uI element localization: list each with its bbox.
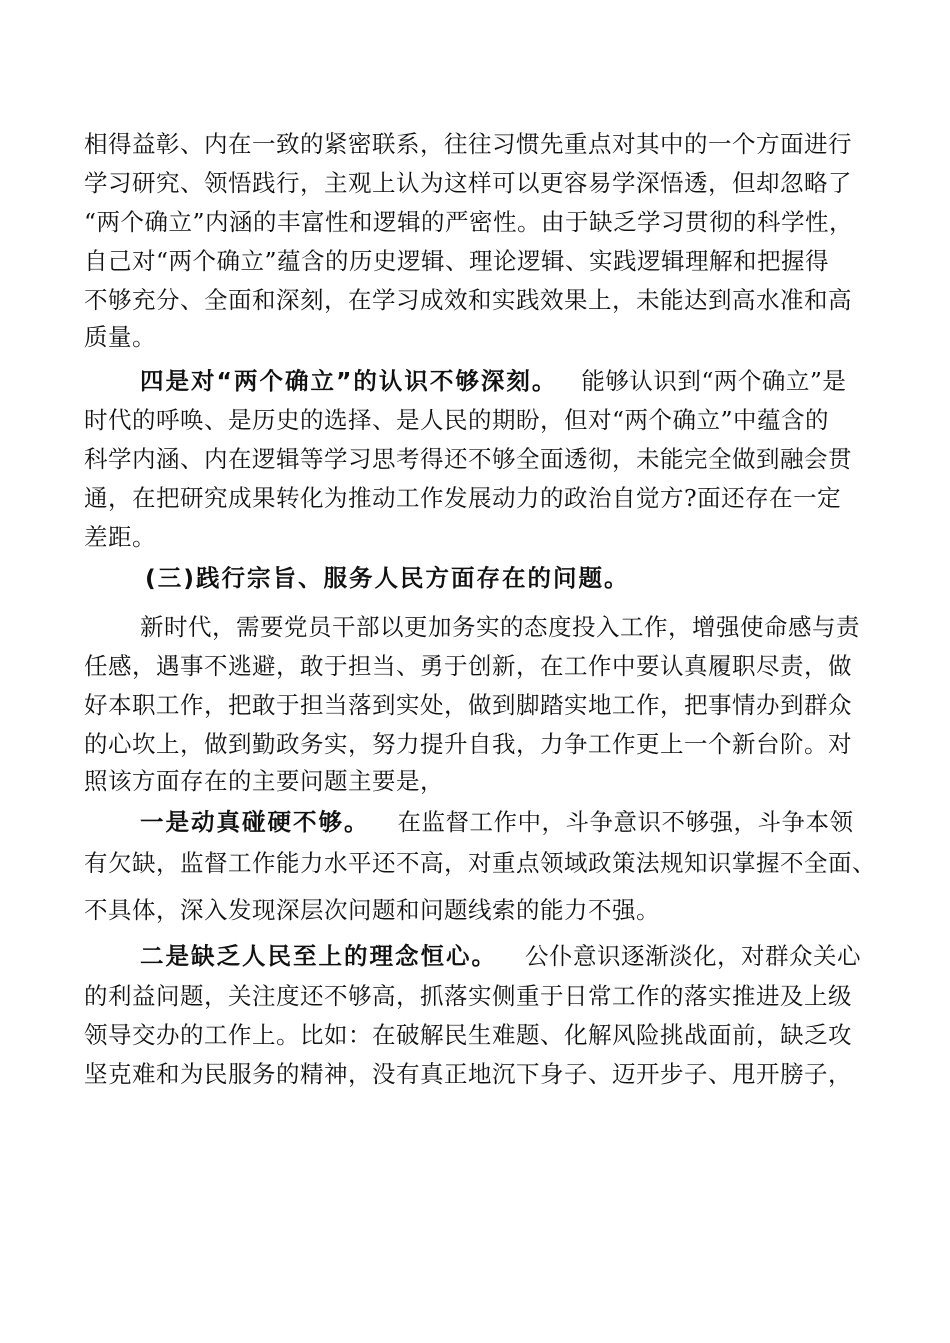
- text-line: 时代的呼唤、是历史的选择、是人民的期盼，但对“两个确立”中蕴含的: [84, 406, 830, 434]
- lead-text: 公仆意识逐渐淡化，对群众关心: [524, 942, 861, 970]
- text-line: “两个确立”内涵的丰富性和逻辑的严密性。由于缺乏学习贯彻的科学性，: [84, 208, 854, 236]
- text-line: 任感，遇事不逃避，敢于担当、勇于创新，在工作中要认真履职尽责，做: [84, 652, 852, 680]
- section-heading-three-text: (三)践行宗旨、服务人民方面存在的问题。: [145, 564, 630, 592]
- text-line: 好本职工作，把敢于担当落到实处，做到脚踏实地工作，把事情办到群众: [84, 691, 852, 719]
- text-line: 照该方面存在的主要问题主要是，: [84, 767, 444, 795]
- paragraph-lead-line: [140, 365, 846, 397]
- section-heading-three: [145, 562, 629, 594]
- text-line: 有欠缺，监督工作能力水平还不高，对重点领域政策法规知识掌握不全面、: [84, 849, 876, 877]
- text-line: 坚克难和为民服务的精神，没有真正地沉下身子、迈开步子、甩开膀子，: [84, 1060, 852, 1088]
- paragraph-lead-line: [140, 940, 861, 972]
- text-line: 学习研究、领悟践行，主观上认为这样可以更容易学深悟透，但却忽略了: [84, 169, 852, 197]
- text-line: 新时代，需要党员干部以更加务实的态度投入工作，增强使命感与责: [140, 613, 860, 641]
- paragraph-lead-line: [140, 806, 853, 838]
- text-line: 差距。: [84, 523, 156, 551]
- section-heading-four: 四是对“两个确立”的认识不够深刻。: [140, 367, 558, 395]
- lead-text: 能够认识到“两个确立”是: [581, 367, 847, 395]
- text-line: 科学内涵、内在逻辑等学习思考得还不够全面透彻，未能完全做到融会贯: [84, 445, 852, 473]
- text-line: 不够充分、全面和深刻，在学习成效和实践效果上，未能达到高水准和高: [84, 286, 852, 314]
- text-line: 通，在把研究成果转化为推动工作发展动力的政治自觉方?面还存在一定: [84, 484, 842, 512]
- item-heading-one: 一是动真碰硬不够。: [140, 808, 370, 836]
- text-line: 的利益问题，关注度还不够高，抓落实侧重于日常工作的落实推进及上级: [84, 982, 852, 1010]
- text-line: 的心坎上，做到勤政务实，努力提升自我，力争工作更上一个新台阶。对: [84, 730, 852, 758]
- text-line: 领导交办的工作上。比如：在破解民生难题、化解风险挑战面前，缺乏攻: [84, 1021, 852, 1049]
- text-line: 自己对“两个确立”蕴含的历史逻辑、理论逻辑、实践逻辑理解和把握得: [84, 247, 830, 275]
- item-heading-two: 二是缺乏人民至上的理念恒心。: [140, 942, 497, 970]
- text-line: 质量。: [84, 323, 156, 351]
- text-line: 不具体，深入发现深层次问题和问题线索的能力不强。: [84, 896, 660, 924]
- text-line: 相得益彰、内在一致的紧密联系，往往习惯先重点对其中的一个方面进行: [84, 130, 852, 158]
- lead-text: 在监督工作中，斗争意识不够强，斗争本领: [397, 808, 854, 836]
